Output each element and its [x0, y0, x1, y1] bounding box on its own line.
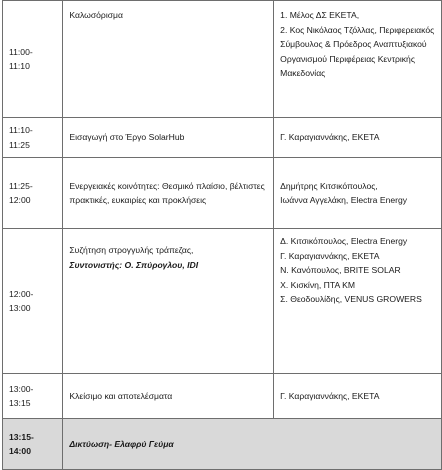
speakers-cell	[274, 374, 442, 419]
speakers-cell	[274, 118, 442, 158]
time-label: 12:00- 13:00	[9, 288, 34, 313]
speaker-line: Χ. Κισκίνη, ΠΤΑ ΚΜ	[280, 279, 356, 290]
time-cell	[3, 158, 63, 229]
speaker-line: Σ. Θεοδουλίδης, VENUS GROWERS	[280, 294, 422, 304]
topic-text: Εισαγωγή στο Έργο SolarHub	[69, 132, 185, 143]
speaker-line: 1. Μέλος ΔΣ ΕΚΕΤΑ,	[280, 10, 360, 20]
topic-cell	[63, 1, 274, 118]
time-label: 11:25- 12:00	[9, 180, 33, 205]
break-topic-cell	[63, 419, 442, 470]
speaker-line: Ν. Κανόπουλος, BRITE SOLAR	[280, 265, 401, 275]
time-cell	[3, 229, 63, 374]
speakers-cell	[274, 229, 442, 374]
speaker-line: Ιωάννα Αγγελάκη, Electra Energy	[280, 195, 408, 205]
topic-text: Κλείσιμο και αποτελέσματα	[69, 390, 173, 401]
break-topic-text: Δικτύωση- Ελαφρύ Γεύμα	[69, 438, 174, 449]
topic-cell	[63, 374, 274, 419]
speaker-line: Γ. Καραγιαννάκης, ΕΚΕΤΑ	[280, 132, 380, 143]
time-cell	[3, 374, 63, 419]
table-row	[3, 374, 442, 419]
topic-text: Συζήτηση στρογγυλής τράπεζας,	[69, 245, 194, 255]
break-row	[3, 419, 442, 470]
time-cell	[3, 118, 63, 158]
time-label: 11:10- 11:25	[9, 125, 33, 150]
moderator-text: Συντονιστής: Ο. Σπύρογλου, IDI	[69, 259, 199, 270]
topic-cell	[63, 229, 274, 374]
speaker-line: 2. Κος Νικόλαος Τζόλλας, Περιφερειακός Σύμβουλος & Πρόεδρος Αναπτυξιακού Οργανισμού Περιφέρειας Κεντρικής Μακεδονίας	[280, 24, 435, 78]
speakers-cell	[274, 1, 442, 118]
speaker-line: Δημήτρης Κιτσικόπουλος,	[280, 180, 378, 191]
speaker-line: Γ. Καραγιαννάκης, ΕΚΕΤΑ	[280, 250, 380, 261]
topic-cell	[63, 158, 274, 229]
time-label: 13:00- 13:15	[9, 383, 34, 408]
time-label: 13:15- 14:00	[9, 431, 34, 456]
topic-cell	[63, 118, 274, 158]
speakers-cell	[274, 158, 442, 229]
speaker-line: Δ. Κιτσικόπουλος, Electra Energy	[280, 236, 408, 246]
agenda-table	[2, 0, 442, 470]
time-cell	[3, 419, 63, 470]
time-label: 11:00- 11:10	[9, 46, 33, 71]
time-cell	[3, 1, 63, 118]
table-row	[3, 229, 442, 374]
speaker-line: Γ. Καραγιαννάκης, ΕΚΕΤΑ	[280, 390, 380, 401]
table-row	[3, 158, 442, 229]
topic-text: Ενεργειακές κοινότητες: Θεσμικό πλαίσιο, βέλτιστες πρακτικές, ευκαιρίες και προκλήσεις	[69, 180, 265, 205]
table-row	[3, 1, 442, 118]
table-row	[3, 118, 442, 158]
topic-text: Καλωσόρισμα	[69, 10, 123, 20]
